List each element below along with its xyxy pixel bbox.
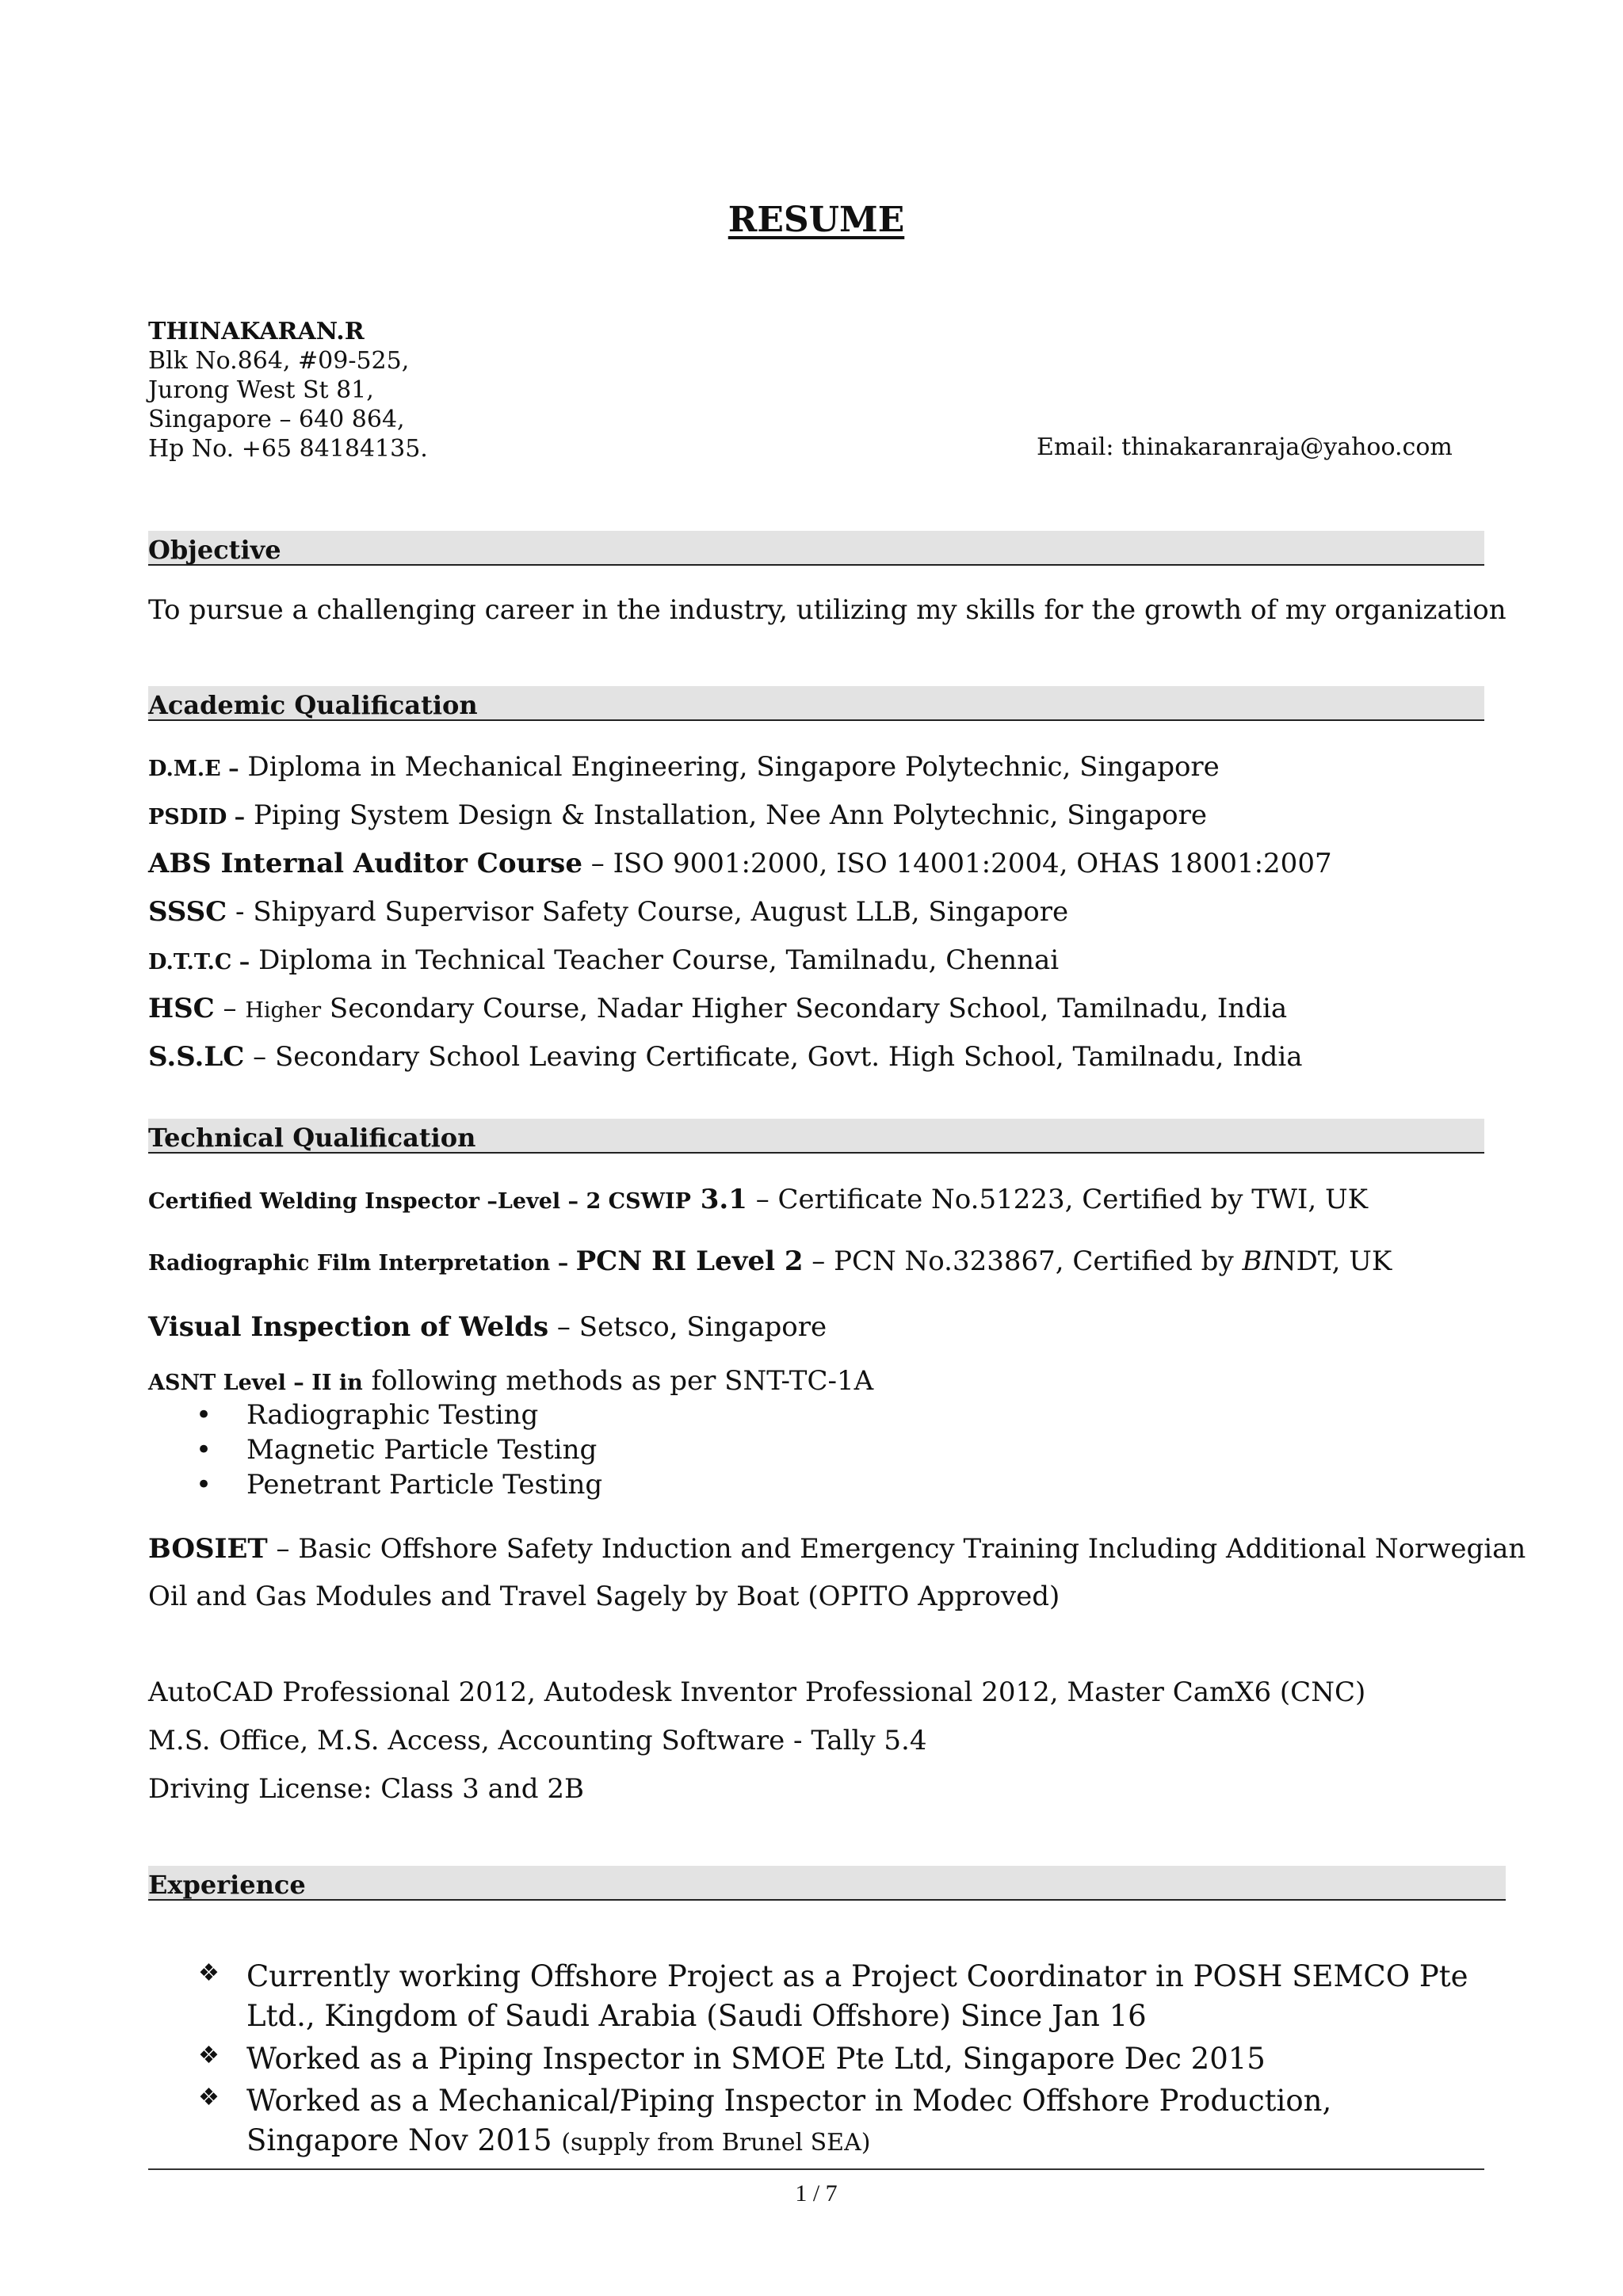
section-academic: Academic Qualification	[148, 686, 1484, 721]
phone-number: Hp No. +65 84184135.	[148, 435, 428, 463]
cwi-text: – Certificate No.51223, Certified by TWI, UK	[747, 1184, 1369, 1215]
driving-license: Driving License: Class 3 and 2B	[148, 1773, 584, 1805]
bosiet-text: – Basic Offshore Safety Induction and Emergency Training Including Additional Norwegian	[267, 1533, 1526, 1565]
rfi-text-2: NDT, UK	[1272, 1245, 1392, 1277]
asnt-text: following methods as per SNT-TC-1A	[362, 1365, 874, 1397]
academic-label: HSC	[148, 993, 215, 1024]
page-title: RESUME	[727, 200, 905, 240]
cwi-line	[148, 1184, 1368, 1215]
objective-text: To pursue a challenging career in the industry, utilizing my skills for the growth of my organization	[148, 594, 1507, 626]
experience-item: Currently working Offshore Project as a Project Coordinator in POSH SEMCO Pte Ltd., Kingdom of Saudi Arabia (Saudi Offshore) Since Jan 16	[246, 1959, 1468, 2033]
address-line-2: Jurong West St 81,	[148, 376, 374, 404]
bosiet-line-2: Oil and Gas Modules and Travel Sagely by Boat (OPITO Approved)	[148, 1581, 1060, 1612]
address-line-1: Blk No.864, #09-525,	[148, 347, 410, 375]
academic-label: ABS Internal Auditor Course	[148, 848, 582, 879]
method-item: Magnetic Particle Testing	[246, 1434, 598, 1466]
diamond-bullet-icon: ❖	[198, 1959, 220, 1987]
experience-item	[246, 2081, 1483, 2163]
page-number: 1 / 7	[795, 2180, 838, 2206]
bosiet-line	[148, 1533, 1526, 1565]
rfi-text: – PCN No.323867, Certified by	[803, 1245, 1243, 1277]
academic-item	[148, 799, 1207, 831]
asnt-label: ASNT Level – II in	[148, 1371, 363, 1395]
method-item: Radiographic Testing	[246, 1399, 539, 1431]
contact-block	[148, 317, 428, 463]
rfi-pcn: PCN RI Level 2	[575, 1245, 804, 1277]
method-item: Penetrant Particle Testing	[246, 1469, 603, 1501]
experience-text: Worked as a Mechanical/Piping Inspector in Modec Offshore Production, Singapore Nov 2015	[246, 2084, 1332, 2157]
cwi-label: Certified Welding Inspector –Level – 2 CSWIP	[148, 1189, 691, 1214]
diamond-bullet-icon: ❖	[198, 2084, 220, 2111]
rfi-label: Radiographic Film Interpretation –	[148, 1251, 576, 1276]
academic-dash: –	[214, 993, 246, 1024]
academic-label: PSDID –	[148, 805, 246, 830]
academic-text: – Secondary School Leaving Certificate, Govt. High School, Tamilnadu, India	[244, 1041, 1303, 1073]
academic-label: SSSC	[148, 896, 227, 928]
academic-text: - Shipyard Supervisor Safety Course, August LLB, Singapore	[227, 896, 1069, 928]
rfi-bi: BI	[1242, 1245, 1273, 1277]
academic-item	[148, 896, 1068, 928]
academic-item	[148, 993, 1287, 1024]
academic-text: Diploma in Technical Teacher Course, Tamilnadu, Chennai	[250, 944, 1060, 976]
section-experience: Experience	[148, 1866, 1506, 1901]
viw-line	[148, 1311, 827, 1343]
academic-label: D.M.E –	[148, 757, 239, 781]
bosiet-label: BOSIET	[148, 1533, 268, 1565]
academic-text: – ISO 9001:2000, ISO 14001:2004, OHAS 18001:2007	[582, 848, 1332, 879]
academic-item	[148, 751, 1220, 783]
academic-label: S.S.LC	[148, 1041, 245, 1073]
academic-text: Piping System Design & Installation, Nee Ann Polytechnic, Singapore	[245, 799, 1207, 831]
academic-text: Diploma in Mechanical Engineering, Singapore Polytechnic, Singapore	[239, 751, 1220, 783]
address-line-3: Singapore – 640 864,	[148, 406, 405, 433]
experience-item: Worked as a Piping Inspector in SMOE Pte Ltd, Singapore Dec 2015	[246, 2042, 1266, 2076]
footer-divider	[148, 2168, 1484, 2170]
bullet-dot: •	[196, 1469, 212, 1501]
viw-label: Visual Inspection of Welds	[148, 1311, 549, 1343]
section-objective: Objective	[148, 531, 1484, 566]
section-technical: Technical Qualification	[148, 1119, 1484, 1154]
academic-item	[148, 944, 1059, 976]
rfi-line	[148, 1245, 1392, 1277]
academic-text: Secondary Course, Nadar Higher Secondary School, Tamilnadu, India	[321, 993, 1288, 1024]
software-line-2: M.S. Office, M.S. Access, Accounting Software - Tally 5.4	[148, 1725, 927, 1756]
bullet-dot: •	[196, 1434, 212, 1466]
viw-text: – Setsco, Singapore	[548, 1311, 827, 1343]
candidate-name: THINAKARAN.R	[148, 318, 365, 345]
academic-item	[148, 848, 1332, 879]
bullet-dot: •	[196, 1399, 212, 1431]
academic-label: D.T.T.C –	[148, 950, 250, 974]
academic-item	[148, 1041, 1303, 1073]
email-address: Email: thinakaranraja@yahoo.com	[1037, 433, 1453, 461]
experience-note: (supply from Brunel SEA)	[561, 2129, 871, 2157]
academic-small: Higher	[245, 998, 322, 1023]
diamond-bullet-icon: ❖	[198, 2042, 220, 2069]
software-line: AutoCAD Professional 2012, Autodesk Inventor Professional 2012, Master CamX6 (CNC)	[148, 1676, 1366, 1708]
cwi-number: 3.1	[690, 1184, 747, 1215]
asnt-line	[148, 1365, 873, 1397]
